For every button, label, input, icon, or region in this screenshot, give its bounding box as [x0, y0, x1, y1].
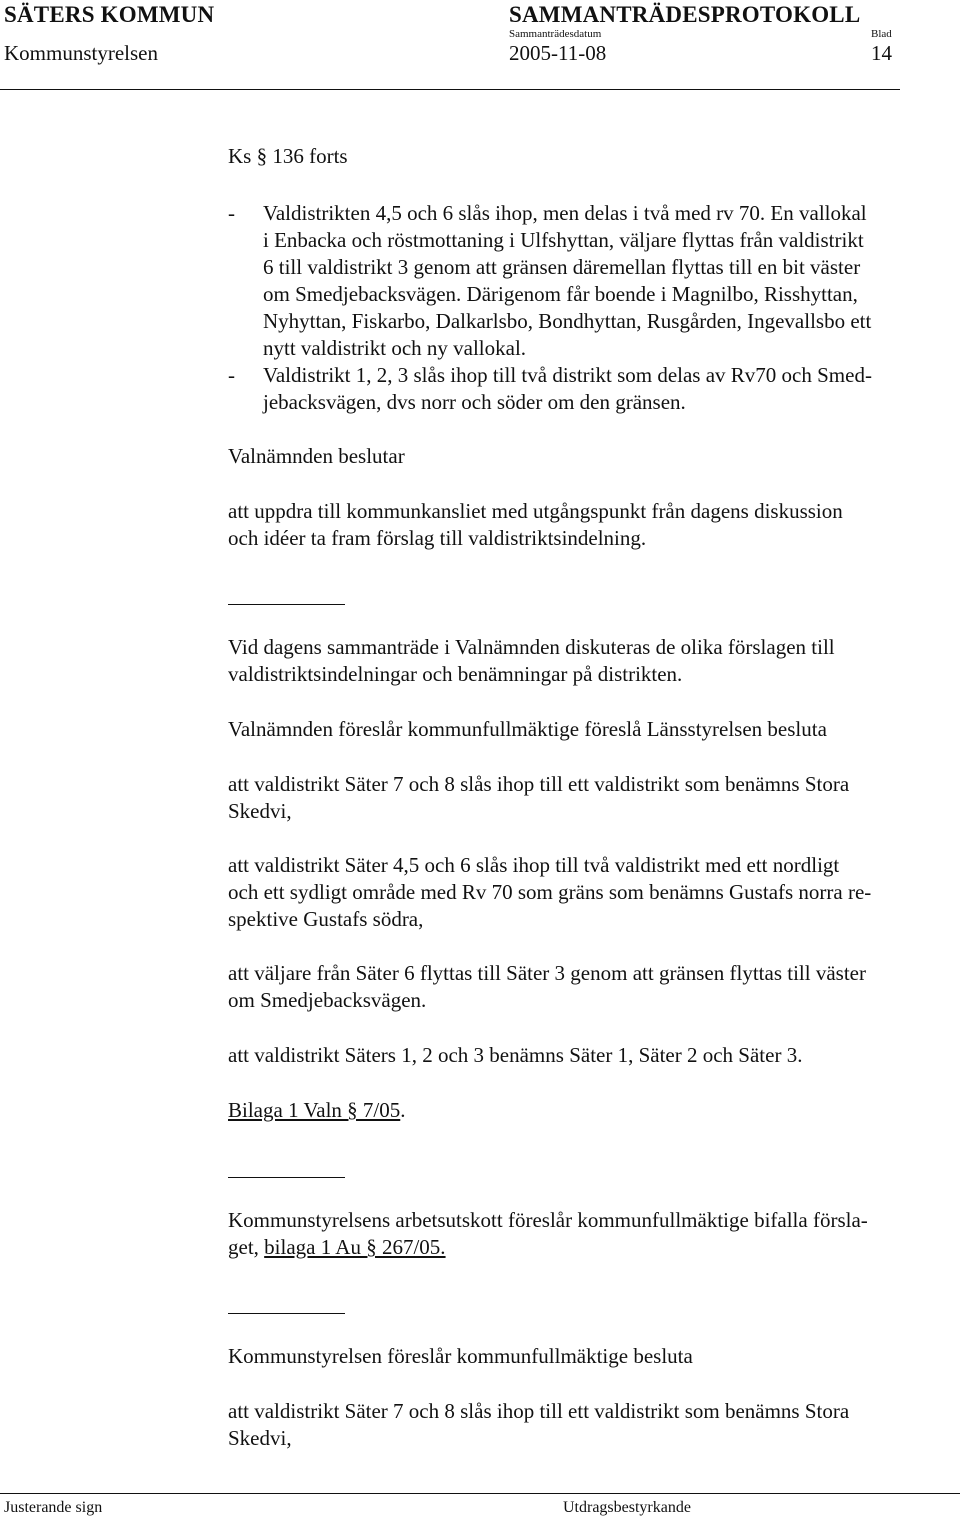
separator-rule: [228, 1177, 345, 1178]
att-clause-5-line: Skedvi,: [228, 1426, 292, 1450]
att-clause-1-line: Skedvi,: [228, 799, 292, 823]
section-title: Ks § 136 forts: [228, 144, 348, 168]
att-clause-4: att valdistrikt Säters 1, 2 och 3 benämns Säter 1, Säter 2 och Säter 3.: [228, 1043, 803, 1067]
header-rule: [0, 89, 900, 90]
att-clause-5-line: att valdistrikt Säter 7 och 8 slås ihop till ett valdistrikt som benämns Stora: [228, 1399, 850, 1423]
footer-justerande-sign: Justerande sign: [4, 1499, 103, 1516]
att-clause-2-line: att valdistrikt Säter 4,5 och 6 slås ihop till två valdistrikt med ett nordligt: [228, 853, 840, 877]
bullet-1-line: Valdistrikten 4,5 och 6 slås ihop, men delas i två med rv 70. En vallokal: [263, 201, 867, 225]
bullet-dash: -: [228, 201, 235, 225]
page-label: Blad: [871, 28, 892, 40]
bullet-1-line: i Enbacka och röstmottaning i Ulfshyttan, väljare flyttas från valdistrikt: [263, 228, 864, 252]
bilaga-au-link[interactable]: bilaga 1 Au § 267/05.: [264, 1235, 446, 1259]
bullet-2-line: Valdistrikt 1, 2, 3 slås ihop till två distrikt som delas av Rv70 och Smed-: [263, 363, 872, 387]
org-name: SÄTERS KOMMUN: [4, 2, 215, 27]
decision-1-line: att uppdra till kommunkansliet med utgångspunkt från dagens diskussion: [228, 499, 843, 523]
bullet-1-line: nytt valdistrikt och ny vallokal.: [263, 336, 527, 360]
bullet-1-line: om Smedjebacksvägen. Därigenom får boende i Magnilbo, Risshyttan,: [263, 282, 858, 306]
bullet-1-line: Nyhyttan, Fiskarbo, Dalkarlsbo, Bondhyttan, Rusgården, Ingevallsbo ett: [263, 309, 872, 333]
att-clause-2-line: spektive Gustafs södra,: [228, 907, 424, 931]
separator-rule: [228, 604, 345, 605]
att-clause-1-line: att valdistrikt Säter 7 och 8 slås ihop till ett valdistrikt som benämns Stora: [228, 772, 850, 796]
ks-proposal-heading: Kommunstyrelsen föreslår kommunfullmäktige besluta: [228, 1344, 693, 1368]
bullet-1-line: 6 till valdistrikt 3 genom att gränsen däremellan flyttas till en bit väster: [263, 255, 861, 279]
att-clause-2-line: och ett sydligt område med Rv 70 som gräns som benämns Gustafs norra re-: [228, 880, 872, 904]
au-proposal-line: Kommunstyrelsens arbetsutskott föreslår kommunfullmäktige bifalla försla-: [228, 1208, 868, 1232]
committee-name: Kommunstyrelsen: [4, 41, 158, 65]
bilaga-valn-reference: Bilaga 1 Valn § 7/05.: [228, 1098, 406, 1122]
decision-1-line: och idéer ta fram förslag till valdistriktsindelning.: [228, 526, 647, 550]
att-clause-3-line: att väljare från Säter 6 flyttas till Säter 3 genom att gränsen flyttas till väster: [228, 961, 866, 985]
date-label: Sammanträdesdatum: [509, 28, 602, 40]
bullet-dash: -: [228, 363, 235, 387]
footer-rule: [0, 1493, 960, 1494]
meeting-date: 2005-11-08: [509, 41, 607, 65]
separator-rule: [228, 1313, 345, 1314]
bullet-2-line: jebacksvägen, dvs norr och söder om den gränsen.: [263, 390, 686, 414]
valnamnden-beslutar-heading: Valnämnden beslutar: [228, 444, 405, 468]
document-type: SAMMANTRÄDESPROTOKOLL: [509, 2, 861, 27]
page-number: 14: [871, 41, 892, 65]
au-proposal-line: get, bilaga 1 Au § 267/05.: [228, 1235, 446, 1259]
meeting-text-line: Vid dagens sammanträde i Valnämnden diskuteras de olika förslagen till: [228, 635, 835, 659]
proposal-heading: Valnämnden föreslår kommunfullmäktige föreslå Länsstyrelsen besluta: [228, 717, 827, 741]
footer-utdragsbestyrkande: Utdragsbestyrkande: [563, 1499, 691, 1516]
meeting-text-line: valdistriktsindelningar och benämningar på distrikten.: [228, 662, 683, 686]
bilaga-valn-link[interactable]: Bilaga 1 Valn § 7/05: [228, 1098, 401, 1122]
att-clause-3-line: om Smedjebacksvägen.: [228, 988, 427, 1012]
